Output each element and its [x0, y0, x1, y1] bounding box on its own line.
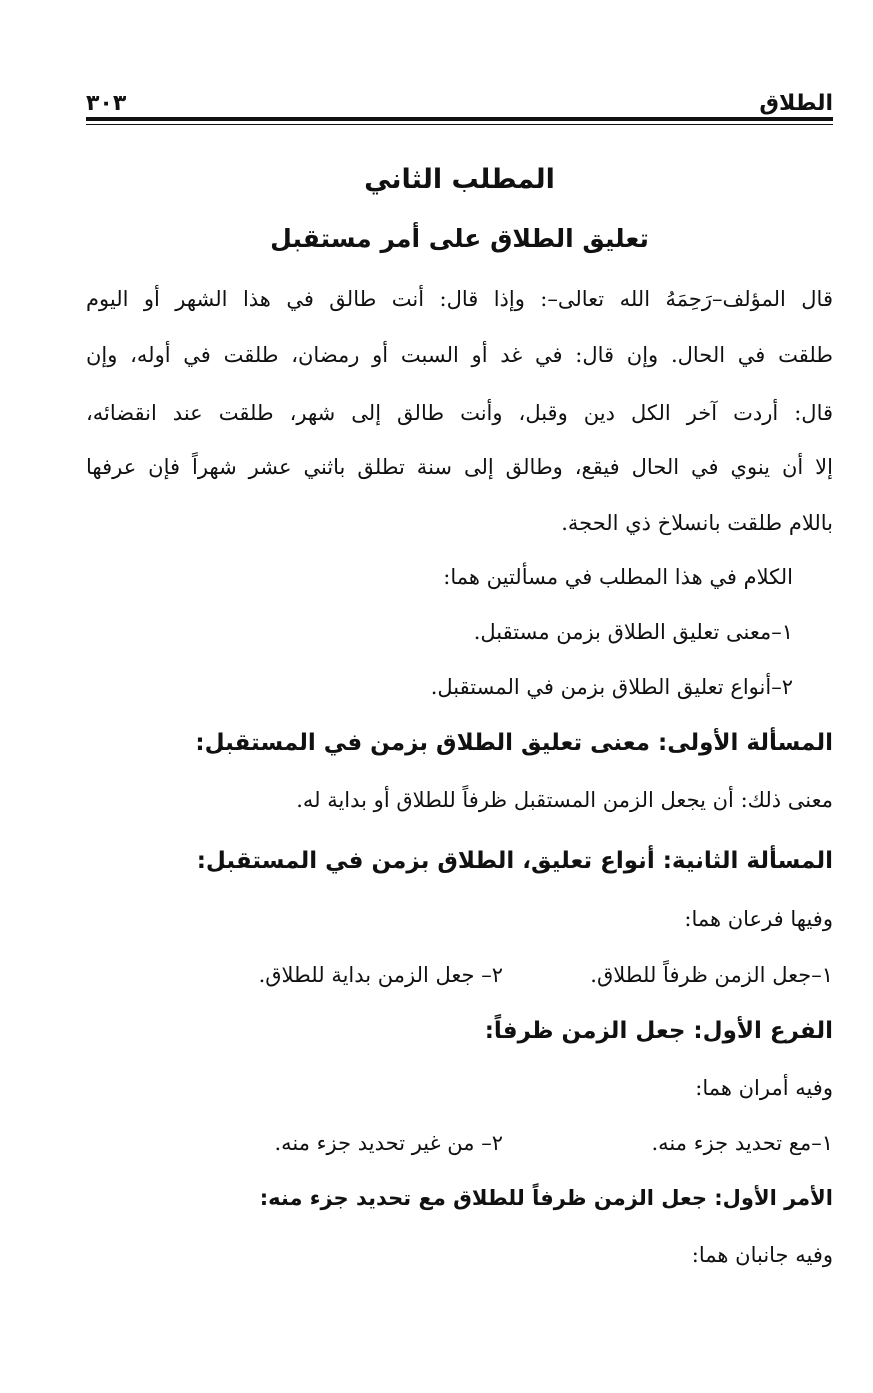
issue2-intro: وفيها فرعان هما:: [684, 907, 833, 931]
branch1-intro: وفيه أمران هما:: [695, 1076, 833, 1100]
matter1-heading: الأمر الأول: جعل الزمن ظرفاً للطلاق مع تحديد جزء منه:: [259, 1186, 833, 1210]
issue-item-1: ١–معنى تعليق الطلاق بزمن مستقبل.: [473, 620, 793, 644]
issue-item-2: ٢–أنواع تعليق الطلاق بزمن في المستقبل.: [430, 675, 793, 699]
matn-line-5: باللام طلقت بانسلاخ ذي الحجة.: [561, 511, 833, 535]
matter1-intro: وفيه جانبان هما:: [691, 1243, 833, 1267]
page-number: ٣٠٣: [86, 91, 127, 116]
issue1-heading: المسألة الأولى: معنى تعليق الطلاق بزمن في المستقبل:: [195, 730, 833, 756]
matn-line-3: قال: أردت آخر الكل دين وقبل، وأنت طالق إلى شهر، طلقت عند انقضائه،: [86, 401, 833, 425]
section-title: المطلب الثاني: [364, 164, 555, 195]
matter-item-1: ١–مع تحديد جزء منه.: [651, 1131, 833, 1155]
section-subtitle: تعليق الطلاق على أمر مستقبل: [270, 224, 649, 253]
header-rule-thick: [86, 117, 833, 121]
branch-item-1: ١–جعل الزمن ظرفاً للطلاق.: [590, 963, 833, 987]
branch-item-2: ٢– جعل الزمن بداية للطلاق.: [258, 963, 503, 987]
branch1-heading: الفرع الأول: جعل الزمن ظرفاً:: [484, 1018, 833, 1044]
issue1-text: معنى ذلك: أن يجعل الزمن المستقبل ظرفاً للطلاق أو بداية له.: [296, 788, 833, 812]
chapter-title: الطلاق: [759, 91, 833, 116]
matn-line-4: إلا أن ينوي في الحال فيقع، وطالق إلى سنة تطلق باثني عشر شهراً فإن عرفها: [86, 455, 833, 479]
intro-text: الكلام في هذا المطلب في مسألتين هما:: [443, 565, 793, 589]
header-rule-thin: [86, 124, 833, 125]
matn-line-2: طلقت في الحال. وإن قال: في غد أو السبت أو رمضان، طلقت في أوله، وإن: [86, 343, 833, 367]
page-header: [86, 82, 833, 116]
matn-line-1: قال المؤلف–رَحِمَهُ الله تعالى–: وإذا قال: أنت طالق في هذا الشهر أو اليوم: [86, 287, 833, 311]
matter-item-2: ٢– من غير تحديد جزء منه.: [274, 1131, 503, 1155]
issue2-heading: المسألة الثانية: أنواع تعليق، الطلاق بزمن في المستقبل:: [196, 848, 833, 874]
